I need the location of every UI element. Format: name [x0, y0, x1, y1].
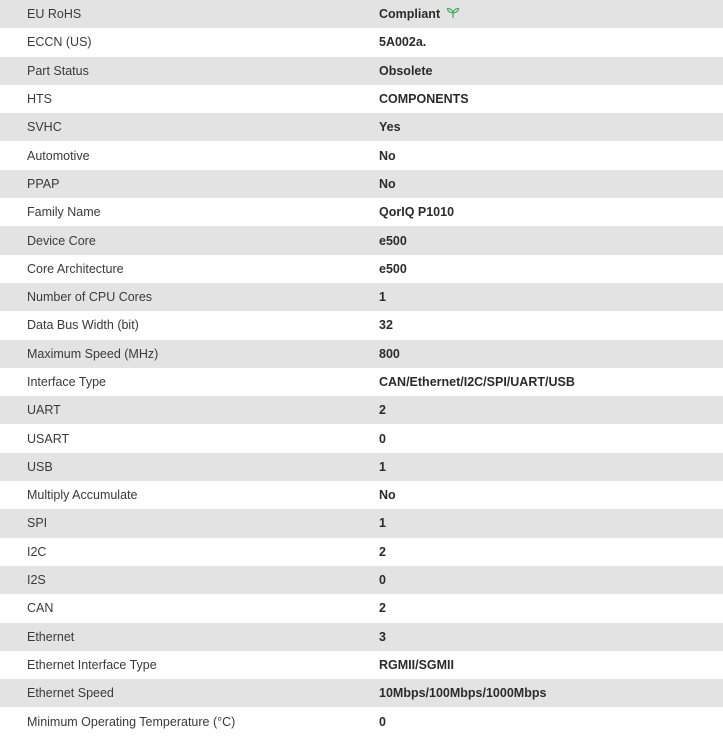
spec-label: Family Name [27, 205, 101, 220]
spec-value: Obsolete [379, 63, 433, 78]
spec-row-can [0, 594, 723, 622]
spec-row-spi [0, 509, 723, 537]
spec-label: I2C [27, 544, 47, 559]
spec-value: 10Mbps/100Mbps/1000Mbps [379, 686, 547, 701]
spec-row-uart [0, 396, 723, 424]
spec-label: ECCN (US) [27, 35, 92, 50]
spec-row-eccn [0, 28, 723, 56]
spec-value-text: Compliant [379, 7, 441, 22]
spec-value: 1 [379, 516, 386, 531]
spec-row-interface-type [0, 368, 723, 396]
spec-value: No [379, 176, 396, 191]
spec-row-usart [0, 424, 723, 452]
spec-row-part-status [0, 57, 723, 85]
spec-row-multiply-accumulate [0, 481, 723, 509]
spec-label: PPAP [27, 176, 60, 191]
spec-row-hts [0, 85, 723, 113]
spec-value: 32 [379, 318, 393, 333]
spec-row-cpu-cores [0, 283, 723, 311]
spec-row-ppap [0, 170, 723, 198]
spec-row-family-name [0, 198, 723, 226]
spec-value: e500 [379, 261, 407, 276]
spec-label: Automotive [27, 148, 90, 163]
spec-label: Interface Type [27, 375, 106, 389]
spec-value: 5A002a. [379, 35, 427, 50]
spec-label: Multiply Accumulate [27, 488, 138, 503]
spec-label: Data Bus Width (bit) [27, 318, 139, 333]
spec-label: HTS [27, 92, 52, 107]
spec-label: Minimum Operating Temperature (°C) [27, 714, 236, 729]
spec-value: RGMII/SGMII [379, 657, 454, 672]
spec-value [379, 0, 723, 28]
spec-label: Ethernet [27, 629, 75, 644]
spec-row-usb [0, 453, 723, 481]
spec-label: USB [27, 459, 53, 474]
spec-row-max-speed [0, 340, 723, 368]
spec-row-i2s [0, 566, 723, 594]
spec-row-device-core [0, 226, 723, 254]
spec-label: I2S [27, 573, 46, 588]
spec-value: 2 [379, 544, 386, 559]
spec-label: Number of CPU Cores [27, 290, 153, 305]
spec-value: COMPONENTS [379, 92, 469, 107]
spec-label: SVHC [27, 120, 62, 135]
spec-value: 0 [379, 714, 386, 729]
spec-value: Yes [379, 120, 401, 135]
spec-row-i2c [0, 538, 723, 566]
spec-value: 1 [379, 459, 386, 474]
spec-value: No [379, 488, 396, 503]
spec-label: SPI [27, 516, 48, 531]
spec-value: CAN/Ethernet/I2C/SPI/UART/USB [379, 375, 575, 389]
spec-value: 0 [379, 573, 386, 588]
spec-row-min-operating-temp [0, 707, 723, 735]
spec-label: Core Architecture [27, 261, 124, 276]
spec-label: EU RoHS [27, 7, 82, 22]
spec-value: 2 [379, 403, 386, 418]
spec-value: 0 [379, 431, 386, 446]
spec-value: 3 [379, 629, 386, 644]
spec-label: Part Status [27, 63, 89, 78]
spec-value: 1 [379, 290, 386, 305]
spec-label: Device Core [27, 233, 96, 248]
spec-value: 2 [379, 601, 386, 616]
spec-row-eu-rohs [0, 0, 723, 28]
spec-row-svhc [0, 113, 723, 141]
spec-value: 800 [379, 346, 400, 361]
spec-row-automotive [0, 141, 723, 169]
spec-label: Maximum Speed (MHz) [27, 346, 159, 361]
spec-row-core-architecture [0, 255, 723, 283]
spec-row-ethernet [0, 623, 723, 651]
leaf-icon [446, 7, 460, 19]
spec-value: No [379, 148, 396, 163]
spec-label: USART [27, 431, 70, 446]
spec-label: Ethernet Speed [27, 686, 114, 701]
spec-value: e500 [379, 233, 407, 248]
spec-row-ethernet-speed [0, 679, 723, 707]
spec-label: CAN [27, 601, 54, 616]
spec-value: QorIQ P1010 [379, 205, 455, 220]
spec-row-data-bus-width [0, 311, 723, 339]
spec-row-ethernet-interface-type [0, 651, 723, 679]
spec-label: Ethernet Interface Type [27, 657, 157, 672]
spec-label: UART [27, 403, 61, 418]
